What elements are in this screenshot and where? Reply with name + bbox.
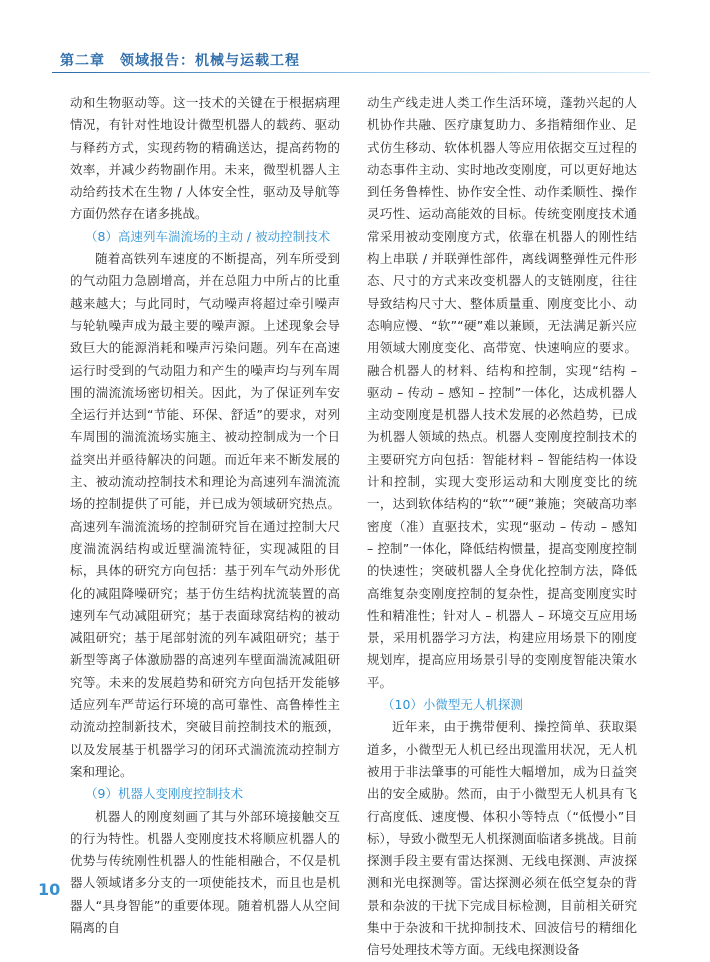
page-header — [0, 0, 710, 78]
section-10-heading: （10）小微型无人机探测 — [382, 697, 523, 713]
continued-paragraph: 动生产线走进人类工作生活环境，蓬勃兴起的人机协作共融、医疗康复助力、多指精细作业、足式仿生移动、软体机器人等应用依据交互过程的动态事件主动、实时地改变刚度，可以更好地达到任务鲁棒性、协作安全性、动作柔顺性、操作灵巧性、运动高能效的目标。传统变刚度技术通常采用被动变刚度方式，依靠在机器人的刚性结构上串联 / 并联弹性部件，离线调整弹性元件形态、尺寸的方式来改变机器人的支链刚度，往往导致结构尺寸大、整体质量重、刚度变比小、动态响应慢、“软”“硬”难以兼顾，无法满足新兴应用领域大刚度变化、高带宽、快速响应的要求。融合机器人的材料、结构和控制，实现“结构 – 驱动 – 传动 – 感知 – 控制”一体化，达成机器人主动变刚度是机器人技术发展的必然趋势，已成为机器人领域的热点。机器人变刚度控制技术的主要研究方向包括：智能材料 – 智能结构一体设计和控制，实现大变形运动和大刚度变比的统一，达到软体结构的“软”“硬”兼施；突破高功率密度（准）直驱技术，实现“驱动 – 传动 – 感知 – 控制”一体化，降低结构惯量，提高变刚度控制的快速性；突破机器人全身优化控制方法，降低高维复杂变刚度控制的复杂性，提高变刚度实时性和精准性；针对人 – 机器人 – 环境交互应用场景，采用机器学习方法，构建应用场景下的刚度规划库，提高应用场景引导的变刚度智能决策水平。 — [367, 95, 637, 690]
section-10-paragraph: 近年来，由于携带便利、操控简单、获取渠道多，小微型无人机已经出现滥用状况，无人机被用于非法肇事的可能性大幅增加，成为日益突出的安全威胁。然而，由于小微型无人机具有飞行高度低、速度慢、体积小等特点（“低慢小”目标），导致小微型无人机探测面临诸多挑战。目前探测手段主要有雷达探测、无线电探测、声波探测和光电探测等。雷达探测必须在低空复杂的背景和杂波的干扰下完成目标检测，目前相关研究集中于杂波和干扰抑制技术、回波信号的精细化信号处理技术等方面。无线电探测设备 — [367, 719, 637, 958]
section-9-paragraph: 机器人的刚度刻画了其与外部环境接触交互的行为特性。机器人变刚度技术将顺应机器人的优势与传统刚性机器人的性能相融合，不仅是机器人领域诸多分支的一项使能技术，而且也是机器人“具身智能”的重要体现。随着机器人从空间隔离的自 — [70, 808, 340, 935]
chapter-title: 第二章 领域报告：机械与运载工程 — [60, 53, 300, 69]
header-divider — [52, 72, 650, 73]
section-9-heading: （9）机器人变刚度控制技术 — [85, 786, 243, 802]
page-number: 10 — [38, 880, 61, 899]
right-column — [367, 92, 637, 962]
continued-paragraph: 动和生物驱动等。这一技术的关键在于根据病理情况，有针对性地设计微型机器人的载药、驱动与释药方式，实现药物的精确送达，提高药物的效率，并减少药物副作用。未来，微型机器人主动给药技术在生物 / 人体安全性，驱动及导航等方面仍然存在诸多挑战。 — [70, 95, 340, 222]
section-8-paragraph: 随着高铁列车速度的不断提高，列车所受到的气动阻力急剧增高，并在总阻力中所占的比重越来越大；与此同时，气动噪声将超过牵引噪声与轮轨噪声成为最主要的噪声源。上述现象会导致巨大的能源消耗和噪声污染问题。列车在高速运行时受到的气动阻力和产生的噪声均与列车周围的湍流流场密切相关。因此，为了保证列车安全运行并达到“节能、环保、舒适”的要求，对列车周围的湍流流场实施主、被动控制成为一个日益突出并亟待解决的问题。而近年来不断发展的主、被动流动控制技术和理论为高速列车湍流流场的控制提供了可能，并已成为领域研究热点。高速列车湍流流场的控制研究旨在通过控制大尺度湍流涡结构或近壁湍流特征，实现减阻的目标，具体的研究方向包括：基于列车气动外形优化的减阻降噪研究；基于仿生结构扰流装置的高速列车气动减阻研究；基于表面球窝结构的被动减阻研究；基于尾部射流的列车减阻研究；基于新型等离子体激励器的高速列车壁面湍流减阻研究等。未来的发展趋势和研究方向包括开发能够适应列车严苛运行环境的高可靠性、高鲁棒性主动流动控制新技术，突破目前控制技术的瓶颈，以及发展基于机器学习的闭环式湍流流动控制方案和理论。 — [70, 251, 340, 779]
section-8-heading: （8）高速列车湍流场的主动 / 被动控制技术 — [85, 228, 331, 244]
left-column — [70, 92, 340, 939]
